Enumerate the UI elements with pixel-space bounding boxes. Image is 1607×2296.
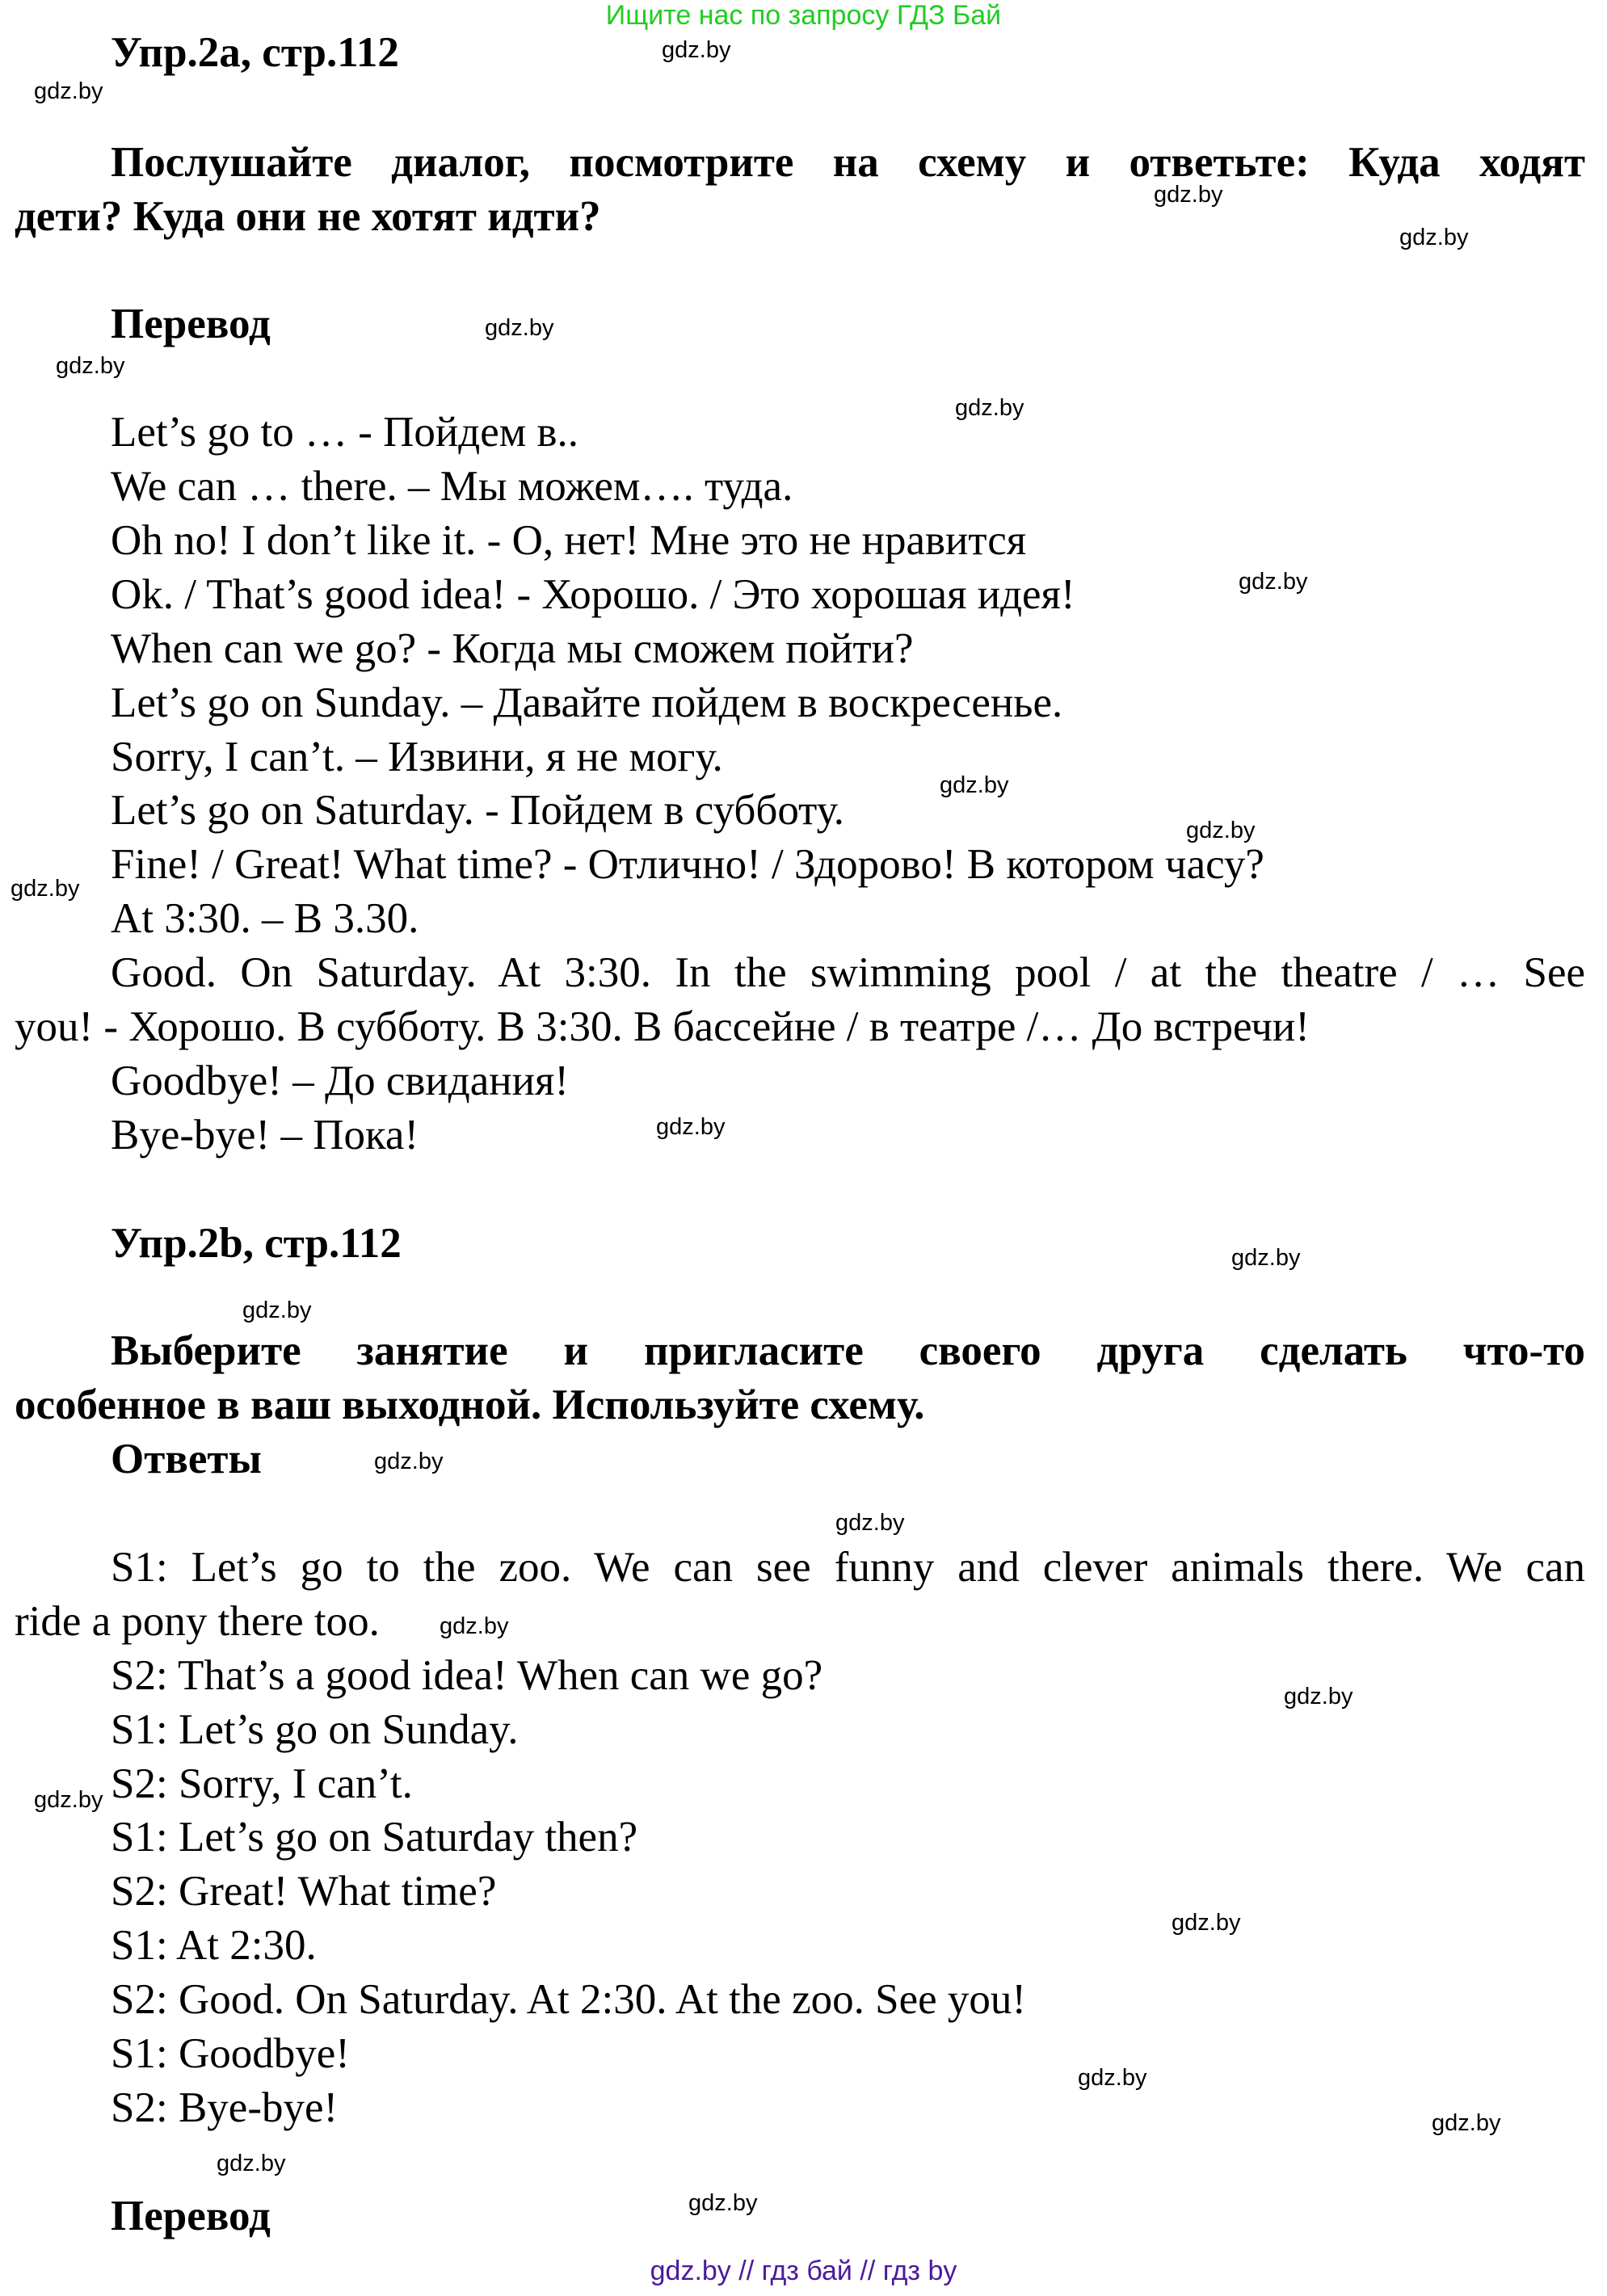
- watermark: gdz.by: [1186, 818, 1256, 843]
- answer-line: S1: Let’s go on Saturday then?: [111, 1814, 638, 1861]
- dialog-line: Goodbye! – До свидания!: [111, 1058, 570, 1104]
- watermark: gdz.by: [1432, 2110, 1501, 2136]
- dialog-line: At 3:30. – В 3.30.: [111, 895, 419, 942]
- dialog-line: Oh no! I don’t like it. - О, нет! Мне это не нравится: [111, 517, 1027, 564]
- watermark: gdz.by: [217, 2151, 286, 2176]
- watermark: gdz.by: [11, 876, 80, 902]
- watermark: gdz.by: [688, 2190, 758, 2216]
- exercise-2b-title: Упр.2b, стр.112: [111, 1220, 402, 1267]
- answer-line: S1: Let’s go on Sunday.: [111, 1706, 519, 1753]
- dialog-line: Good. On Saturday. At 3:30. In the swimming pool / at the theatre / … See: [111, 949, 1585, 996]
- watermark: gdz.by: [955, 395, 1024, 421]
- watermark: gdz.by: [1172, 1910, 1241, 1936]
- watermark: gdz.by: [1284, 1684, 1353, 1709]
- watermark: gdz.by: [656, 1114, 726, 1140]
- answer-line: S1: At 2:30.: [111, 1922, 317, 1969]
- exercise-2b-task: особенное в ваш выходной. Используйте схему.: [15, 1381, 925, 1428]
- answer-line: S2: Sorry, I can’t.: [111, 1760, 413, 1807]
- watermark: gdz.by: [242, 1297, 312, 1323]
- answer-line: S1: Goodbye!: [111, 2030, 350, 2077]
- watermark: gdz.by: [485, 315, 554, 341]
- exercise-2a-title: Упр.2a, стр.112: [111, 29, 399, 76]
- dialog-line: When can we go? - Когда мы сможем пойти?: [111, 625, 914, 672]
- dialog-line: Sorry, I can’t. – Извини, я не могу.: [111, 734, 723, 780]
- watermark: gdz.by: [1078, 2065, 1147, 2091]
- answer-line: S2: Bye-bye!: [111, 2084, 339, 2131]
- dialog-line: Let’s go on Saturday. - Пойдем в субботу.: [111, 787, 845, 834]
- answer-line: S1: Let’s go to the zoo. We can see funny and clever animals there. We can: [111, 1544, 1585, 1591]
- dialog-line: Let’s go to … - Пойдем в..: [111, 409, 579, 456]
- watermark: gdz.by: [1231, 1245, 1301, 1271]
- dialog-line: Ok. / That’s good idea! - Хорошо. / Это хорошая идея!: [111, 571, 1075, 618]
- watermark: gdz.by: [662, 37, 731, 63]
- answer-line: ride a pony there too.: [15, 1598, 380, 1645]
- watermark: gdz.by: [34, 78, 103, 104]
- translation-heading: Перевод: [111, 301, 271, 347]
- watermark: gdz.by: [1399, 225, 1469, 250]
- watermark: gdz.by: [34, 1787, 103, 1813]
- answer-line: S2: Great! What time?: [111, 1868, 497, 1915]
- dialog-line: Fine! / Great! What time? - Отлично! / Здорово! В котором часу?: [111, 841, 1264, 888]
- watermark: gdz.by: [1239, 569, 1308, 595]
- exercise-2b-task: Выберите занятие и пригласите своего друга сделать что-то: [111, 1327, 1585, 1374]
- footer-links[interactable]: gdz.by // гдз бай // гдз by: [650, 2256, 957, 2286]
- exercise-2a-task: Послушайте диалог, посмотрите на схему и ответьте: Куда ходят: [111, 139, 1585, 186]
- watermark: gdz.by: [374, 1449, 444, 1474]
- exercise-2a-task: дети? Куда они не хотят идти?: [15, 193, 601, 240]
- watermark: gdz.by: [440, 1613, 509, 1639]
- watermark: gdz.by: [940, 772, 1009, 798]
- answer-line: S2: That’s a good idea! When can we go?: [111, 1652, 823, 1699]
- dialog-line: Let’s go on Sunday. – Давайте пойдем в воскресенье.: [111, 679, 1063, 726]
- dialog-line: Bye-bye! – Пока!: [111, 1112, 419, 1159]
- watermark: gdz.by: [835, 1510, 905, 1536]
- translation-heading: Перевод: [111, 2193, 271, 2239]
- search-banner: Ищите нас по запросу ГДЗ Бай: [605, 0, 1002, 31]
- watermark: gdz.by: [1154, 182, 1223, 208]
- dialog-line: We can … there. – Мы можем…. туда.: [111, 463, 793, 510]
- dialog-line: you! - Хорошо. В субботу. В 3:30. В бассейне / в театре /… До встречи!: [15, 1003, 1310, 1050]
- answer-line: S2: Good. On Saturday. At 2:30. At the zoo. See you!: [111, 1976, 1027, 2023]
- answers-heading: Ответы: [111, 1436, 262, 1482]
- watermark: gdz.by: [56, 353, 125, 379]
